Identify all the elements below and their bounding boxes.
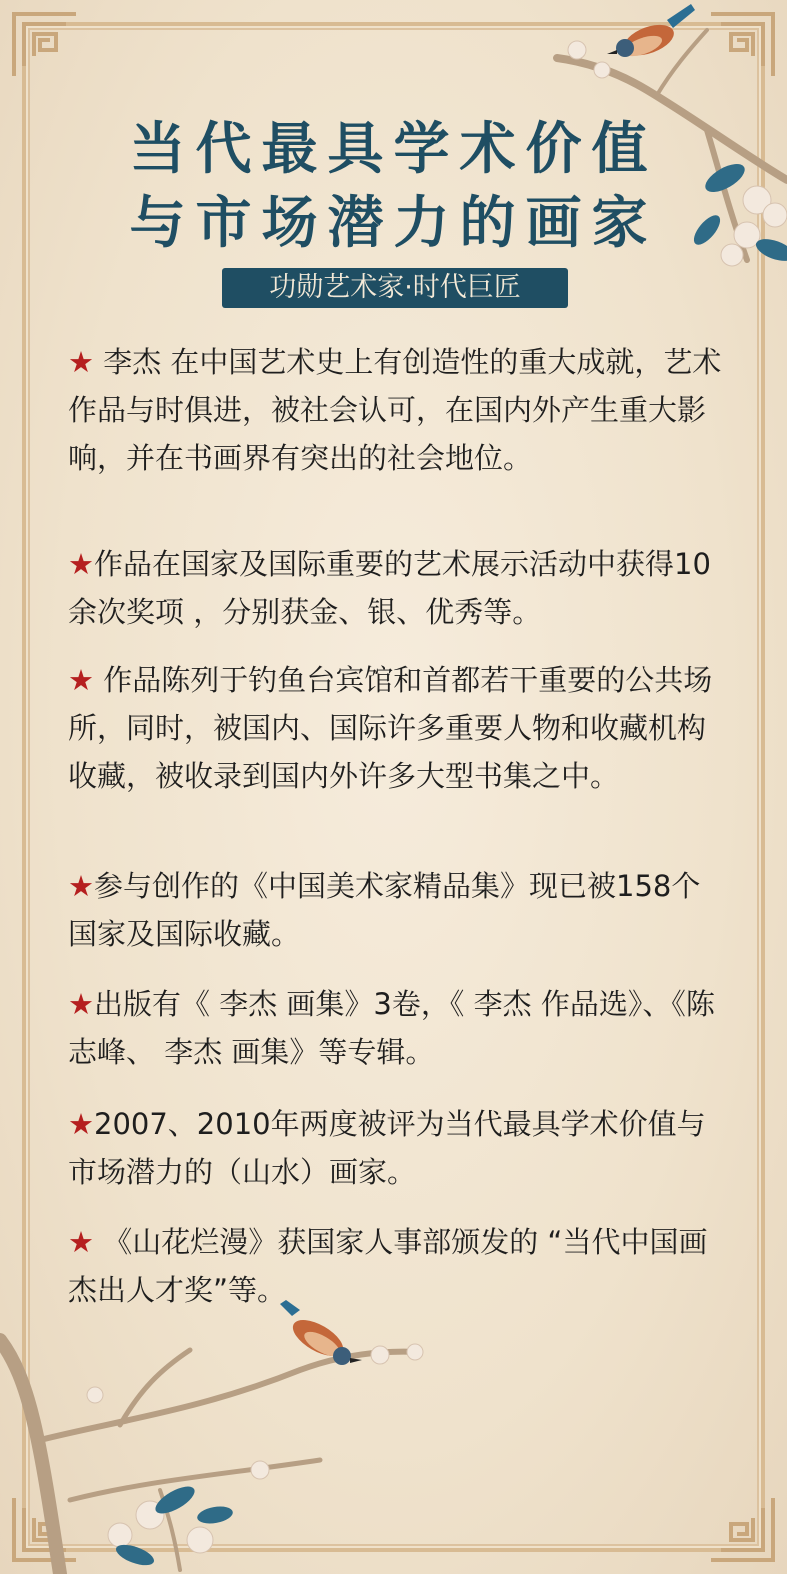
star-icon: ★ [68, 987, 94, 1021]
subtitle-banner: 功勋艺术家·时代巨匠 [222, 268, 568, 308]
star-icon: ★ [68, 663, 94, 697]
corner-ornament-bottom-right [707, 1494, 777, 1564]
achievement-item [68, 1100, 728, 1196]
achievement-text: 李杰 在中国艺术史上有创造性的重大成就，艺术作品与时俱进，被社会认可，在国内外产生重大影响，并在书画界有突出的社会地位。 [68, 345, 722, 475]
achievement-text: 参与创作的《中国美术家精品集》现已被158个国家及国际收藏。 [68, 869, 701, 951]
achievement-text: 作品在国家及国际重要的艺术展示活动中获得10余次奖项 ，分别获金、银、优秀等。 [68, 547, 711, 629]
achievement-text: 《山花烂漫》获国家人事部颁发的 “当代中国画杰出人才奖”等。 [68, 1225, 708, 1307]
achievement-text: 作品陈列于钓鱼台宾馆和首都若干重要的公共场所，同时，被国内、国际许多重要人物和收藏机构收藏，被收录到国内外许多大型书集之中。 [68, 663, 713, 793]
achievement-item [68, 1218, 728, 1314]
branch-bird-illustration-bottom [0, 1300, 460, 1574]
star-icon: ★ [68, 345, 94, 379]
achievement-item [68, 656, 728, 800]
achievement-item [68, 862, 728, 958]
achievement-item [68, 540, 728, 636]
corner-ornament-top-left [10, 10, 80, 80]
achievement-text: 2007、2010年两度被评为当代最具学术价值与市场潜力的（山水）画家。 [68, 1107, 706, 1189]
star-icon: ★ [68, 1225, 94, 1259]
star-icon: ★ [68, 869, 94, 903]
page-title-line-1: 当代最具学术价值 [129, 116, 658, 182]
star-icon: ★ [68, 1107, 94, 1141]
achievement-item [68, 338, 728, 482]
achievement-item [68, 980, 728, 1076]
achievement-text: 出版有《 李杰 画集》3卷，《 李杰 作品选》、《陈志峰、 李杰 画集》等专辑。 [68, 987, 715, 1069]
page-title-line-2: 与市场潜力的画家 [129, 190, 658, 256]
star-icon: ★ [68, 547, 94, 581]
